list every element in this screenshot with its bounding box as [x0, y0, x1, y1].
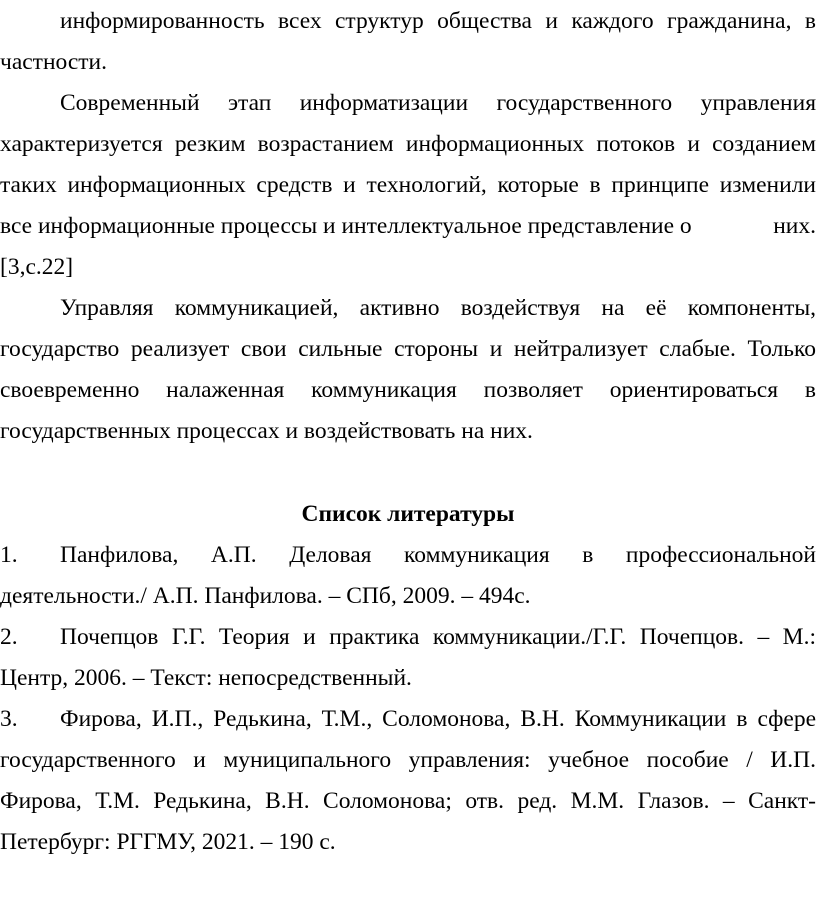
reference-2-line-2: Центр, 2006. – Текст: непосредственный.: [0, 665, 412, 691]
paragraph-2-line-2: характеризуется резким возрастанием информационных потоков и созданием: [0, 131, 816, 157]
reference-2-line-1: [0, 622, 816, 652]
references-title: Список литературы: [301, 501, 515, 527]
paragraph-2-line-4-end: них.: [773, 213, 816, 239]
reference-1-text-1: Панфилова, А.П. Деловая коммуникация в профессиональной: [60, 542, 816, 568]
reference-1-line-2: деятельности./ А.П. Панфилова. – СПб, 2009. – 494с.: [0, 583, 531, 609]
reference-2-text-1: Почепцов Г.Г. Теория и практика коммуникации./Г.Г. Почепцов. – М.:: [60, 624, 816, 650]
paragraph-2-line-5: [3,с.22]: [0, 254, 74, 280]
reference-3-line-1: [0, 704, 816, 734]
paragraph-2-line-4-text: все информационные процессы и интеллектуальное представление о: [0, 213, 692, 239]
reference-1-number: 1.: [0, 542, 18, 568]
paragraph-3-line-1: Управляя коммуникацией, активно воздействуя на её компоненты,: [60, 295, 816, 321]
reference-3-number: 3.: [0, 706, 18, 732]
paragraph-2-line-4: [0, 211, 816, 241]
paragraph-3-line-3: своевременно налаженная коммуникация позволяет ориентироваться в: [0, 377, 816, 403]
reference-1-line-1: [0, 540, 816, 570]
paragraph-1-line-2: частности.: [0, 49, 108, 75]
paragraph-3-line-4: государственных процессах и воздействовать на них.: [0, 418, 533, 444]
paragraph-1-line-1: информированность всех структур общества и каждого гражданина, в: [60, 8, 816, 34]
reference-3-line-2: государственного и муниципального управления: учебное пособие / И.П.: [0, 747, 816, 773]
reference-3-line-3: Фирова, Т.М. Редькина, В.Н. Соломонова; отв. ред. М.М. Глазов. – Санкт-: [0, 788, 816, 814]
paragraph-2-line-1: Современный этап информатизации государственного управления: [60, 90, 816, 116]
paragraph-3-line-2: государство реализует свои сильные стороны и нейтрализует слабые. Только: [0, 336, 816, 362]
paragraph-2-line-3: таких информационных средств и технологий, которые в принципе изменили: [0, 172, 816, 198]
reference-2-number: 2.: [0, 624, 18, 650]
reference-3-text-1: Фирова, И.П., Редькина, Т.М., Соломонова, В.Н. Коммуникации в сфере: [60, 706, 816, 732]
reference-3-line-4: Петербург: РГГМУ, 2021. – 190 с.: [0, 829, 336, 855]
